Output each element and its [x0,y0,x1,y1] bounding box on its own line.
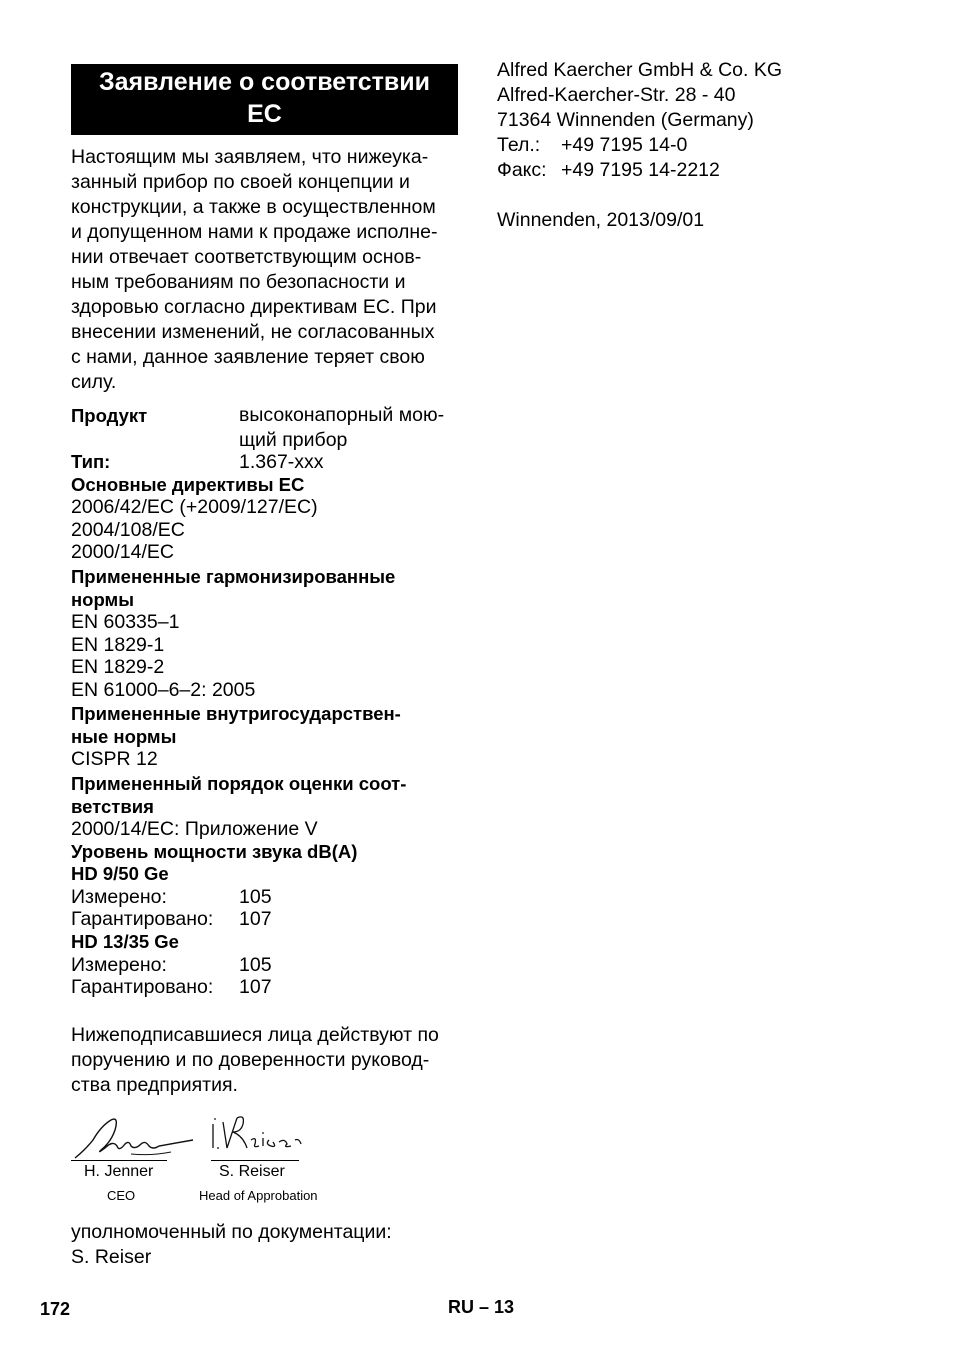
language-page: RU – 13 [448,1297,515,1317]
directive-item: 2000/14/EC [71,541,174,564]
right-column [497,58,917,233]
company-line: Alfred Kaercher GmbH & Co. KG [497,59,783,81]
harmonized-heading: Примененные гармонизированные [71,565,396,587]
type-label: Тип: [71,451,111,472]
specifications [71,403,458,999]
fax-row [497,158,917,183]
directives-heading: Основные директивы ЕС [71,473,305,495]
product-label: Продукт [71,405,148,426]
intro-line: внесении изменений, не согласованных [71,321,435,343]
type-value: 1.367-xxx [239,451,324,473]
signature-line [71,1160,167,1161]
guaranteed-value: 107 [239,976,272,999]
conformity-heading: Примененный порядок оценки соот- [71,772,407,794]
phone-label: Тел.: [497,134,541,156]
intro-line: силу. [71,371,117,393]
signer-name: S. Reiser [219,1162,285,1180]
conformity-item: 2000/14/EC: Приложение V [71,817,318,840]
signers-line: поручению и по доверенности руковод- [71,1048,430,1071]
national-item: CISPR 12 [71,748,158,771]
intro-line: Настоящим мы заявляем, что нижеука- [71,146,429,168]
conformity-heading: ветствия [71,795,154,817]
signers-line: ства предприятия. [71,1073,238,1096]
left-column [71,64,458,1270]
page-number: 172 [40,1299,71,1319]
company-line: 71364 Winnenden (Germany) [497,109,754,131]
national-heading: ные нормы [71,726,177,748]
phone-value: +49 7195 14-0 [561,134,688,156]
guaranteed-value: 107 [239,908,272,931]
harmonized-item: EN 61000–6–2: 2005 [71,678,256,701]
product-value-line: щий прибор [239,429,348,451]
declaration-title [71,64,458,135]
fax-label: Факс: [497,159,547,181]
harmonized-item: EN 60335–1 [71,610,180,633]
title-line-2: ЕС [247,100,282,128]
guaranteed-label: Гарантировано: [71,976,214,999]
measured-label: Измерено: [71,953,167,976]
harmonized-item: EN 1829-1 [71,633,165,656]
authorized-label: уполномоченный по документации: [71,1220,392,1243]
signer-name: H. Jenner [84,1162,154,1180]
product-value-line: высоконапорный мою- [239,404,445,426]
measured-value: 105 [239,953,272,976]
model-name: HD 9/50 Ge [71,863,169,885]
intro-line: ным требованиям по безопасности и [71,271,406,293]
signature-block [71,1110,458,1210]
intro-line: и допущенном нами к продаже исполне- [71,221,438,243]
place-date: Winnenden, 2013/09/01 [497,209,705,231]
authorized-person [71,1220,458,1270]
phone-row [497,133,917,158]
intro-paragraph [71,145,458,395]
fax-value: +49 7195 14-2212 [561,159,720,181]
guaranteed-row [71,976,458,999]
signers-paragraph [71,1023,458,1098]
signer-role: Head of Approbation [199,1187,318,1203]
harmonized-heading: нормы [71,588,135,610]
intro-line: нии отвечает соответствующим основ- [71,246,422,268]
signature-line [211,1160,299,1161]
intro-line: занный прибор по своей концепции и [71,171,410,193]
directive-item: 2006/42/EC (+2009/127/EC) [71,496,318,519]
authorized-name: S. Reiser [71,1245,152,1268]
intro-line: здоровью согласно директивам ЕС. При [71,296,437,318]
measured-row [71,886,458,909]
signer-role: CEO [107,1187,136,1203]
intro-line: конструкции, а также в осуществленном [71,196,436,218]
national-heading: Примененные внутригосударствен- [71,703,401,725]
measured-value: 105 [239,885,272,908]
guaranteed-row [71,908,458,931]
product-row [71,403,458,453]
measured-label: Измерено: [71,885,167,908]
guaranteed-label: Гарантировано: [71,908,214,931]
type-row [71,451,458,474]
harmonized-item: EN 1829-2 [71,656,165,679]
title-line-1: Заявление о соответствии [98,68,431,96]
directive-item: 2004/108/EC [71,518,185,541]
intro-line: с нами, данное заявление теряет свою [71,346,425,368]
company-line: Alfred-Kaercher-Str. 28 - 40 [497,84,736,106]
signers-line: Нижеподписавшиеся лица действуют по [71,1023,439,1046]
model-name: HD 13/35 Ge [71,930,179,952]
signature-reiser-icon [207,1110,307,1160]
measured-row [71,954,458,977]
signature-jenner-icon [71,1110,201,1170]
sound-heading: Уровень мощности звука dB(A) [71,840,358,862]
